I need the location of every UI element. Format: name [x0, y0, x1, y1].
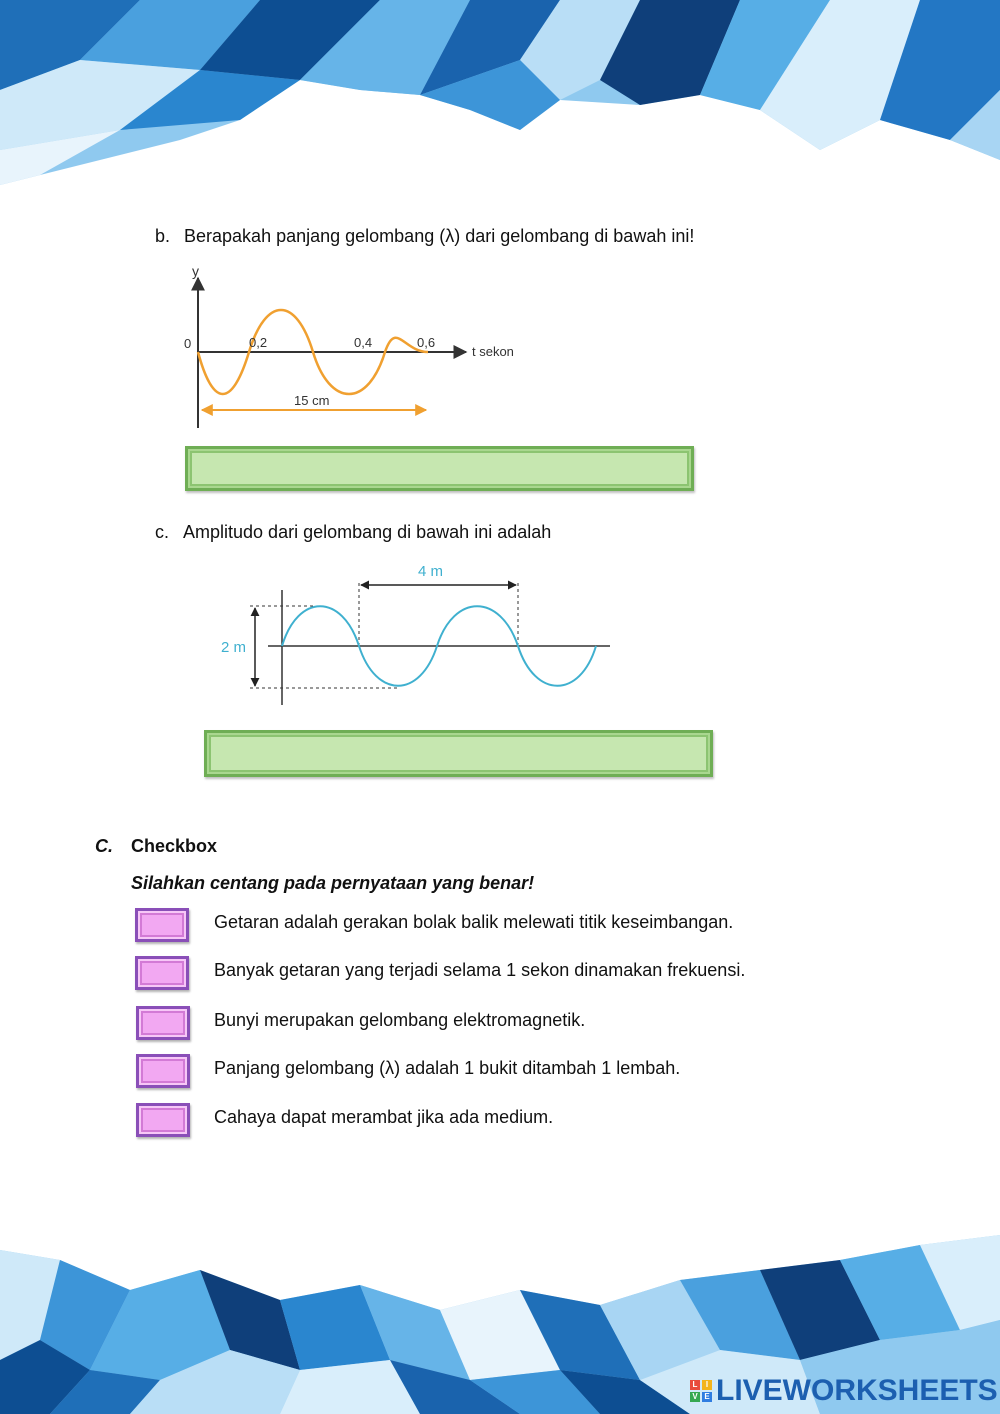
- answer-input-c[interactable]: [204, 730, 713, 777]
- checkbox-label-4: Panjang gelombang (λ) adalah 1 bukit ditambah 1 lembah.: [214, 1058, 681, 1078]
- logo-mark-e: E: [702, 1392, 712, 1402]
- liveworksheets-logo-mark: [690, 1380, 712, 1402]
- checkbox-label-5: Cahaya dapat merambat jika ada medium.: [214, 1107, 554, 1127]
- checkbox-2[interactable]: [135, 956, 189, 990]
- question-c: [155, 521, 551, 543]
- top-banner-decoration: [0, 0, 1000, 200]
- height-label: 2 m: [221, 639, 247, 656]
- origin-label: 0: [184, 336, 192, 351]
- checkbox-label-1: Getaran adalah gerakan bolak balik melewati titik keseimbangan.: [214, 912, 734, 932]
- question-c-label: c.: [155, 522, 170, 542]
- tick-label-0-4: 0,4: [354, 335, 373, 350]
- logo-mark-v: V: [690, 1392, 700, 1402]
- checkbox-label-2: Banyak getaran yang terjadi selama 1 sekon dinamakan frekuensi.: [214, 960, 746, 980]
- tick-label-0-2: 0,2: [249, 335, 268, 350]
- checkbox-item-2: [135, 956, 835, 996]
- question-b: [155, 225, 694, 247]
- checkbox-3[interactable]: [136, 1006, 190, 1040]
- question-b-label: b.: [155, 226, 171, 246]
- checkbox-1[interactable]: [135, 908, 189, 942]
- question-b-text: Berapakah panjang gelombang (λ) dari gelombang di bawah ini!: [184, 226, 695, 246]
- checkbox-item-3: [136, 1006, 836, 1046]
- wavelength-label: 4 m: [418, 563, 444, 580]
- span-label: 15 cm: [294, 393, 330, 408]
- section-c-instruction: Silahkan centang pada pernyataan yang benar!: [131, 873, 535, 893]
- section-c-letter: C.: [95, 836, 113, 856]
- checkbox-label-3: Bunyi merupakan gelombang elektromagnetik.: [214, 1010, 586, 1030]
- tick-label-0-6: 0,6: [417, 335, 436, 350]
- logo-mark-i: I: [702, 1380, 712, 1390]
- liveworksheets-logo: [690, 1374, 998, 1408]
- wavelength-graph: [170, 260, 540, 435]
- question-c-text: Amplitudo dari gelombang di bawah ini adalah: [183, 522, 552, 542]
- checkbox-4[interactable]: [136, 1054, 190, 1088]
- liveworksheets-brand-text: LIVEWORKSHEETS: [716, 1374, 998, 1407]
- checkbox-item-4: [136, 1054, 836, 1094]
- t-axis-label: t sekon: [472, 344, 514, 359]
- logo-mark-l: L: [690, 1380, 700, 1390]
- checkbox-5[interactable]: [136, 1103, 190, 1137]
- section-c-title: Checkbox: [131, 836, 218, 856]
- checkbox-item-5: [136, 1103, 836, 1143]
- answer-input-b[interactable]: [185, 446, 694, 491]
- y-axis-label: y: [192, 263, 199, 279]
- checkbox-item-1: [135, 908, 835, 948]
- amplitude-graph: [210, 555, 630, 710]
